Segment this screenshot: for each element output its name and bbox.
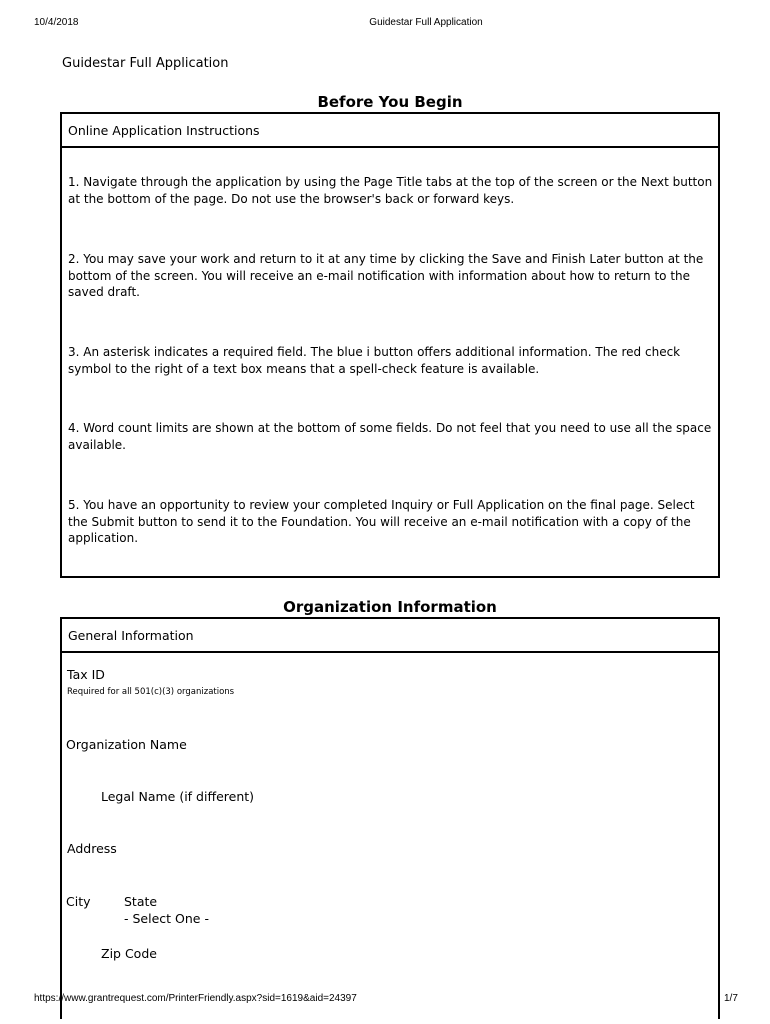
instructions-box-title: Online Application Instructions [62, 114, 718, 148]
zip-code-label: Zip Code [101, 946, 157, 961]
print-header-title: Guidestar Full Application [369, 17, 483, 28]
print-date: 10/4/2018 [34, 17, 79, 28]
print-footer-url: https://www.grantrequest.com/PrinterFriendly.aspx?sid=1619&aid=24397 [34, 993, 357, 1004]
instruction-2: 2. You may save your work and return to it at any time by clicking the Save and Finish Later button at the bottom of the screen. You will receive an e-mail notification with information about how to return to the saved draft. [68, 252, 704, 299]
instruction-4: 4. Word count limits are shown at the bottom of some fields. Do not feel that you need to use all the space available. [68, 421, 712, 452]
page-title: Guidestar Full Application [62, 56, 229, 71]
general-information-box [60, 617, 720, 1019]
section-heading-organization-information: Organization Information [283, 598, 497, 616]
city-label: City [66, 894, 91, 909]
instruction-3: 3. An asterisk indicates a required field. The blue i button offers additional information. The red check symbol to the right of a text box means that a spell-check feature is available. [68, 345, 681, 376]
state-select[interactable]: - Select One - [124, 911, 209, 926]
organization-name-label: Organization Name [66, 737, 187, 752]
tax-id-label: Tax ID [67, 667, 105, 682]
section-heading-before-you-begin: Before You Begin [317, 93, 463, 111]
legal-name-label: Legal Name (if different) [101, 789, 255, 804]
tax-id-hint: Required for all 501(c)(3) organizations [67, 687, 235, 697]
page-number: 1/7 [724, 993, 738, 1004]
address-label: Address [67, 841, 117, 856]
general-information-box-title: General Information [62, 619, 718, 653]
instruction-1: 1. Navigate through the application by using the Page Title tabs at the top of the screen or the Next button at the bottom of the page. Do not use the browser's back or forward keys. [68, 175, 713, 206]
instructions-box [60, 112, 720, 578]
state-label: State [124, 894, 158, 909]
instruction-5: 5. You have an opportunity to review your completed Inquiry or Full Application on the final page. Select the Submit button to send it to the Foundation. You will receive an e-mail notification with a copy of the application. [68, 498, 695, 545]
